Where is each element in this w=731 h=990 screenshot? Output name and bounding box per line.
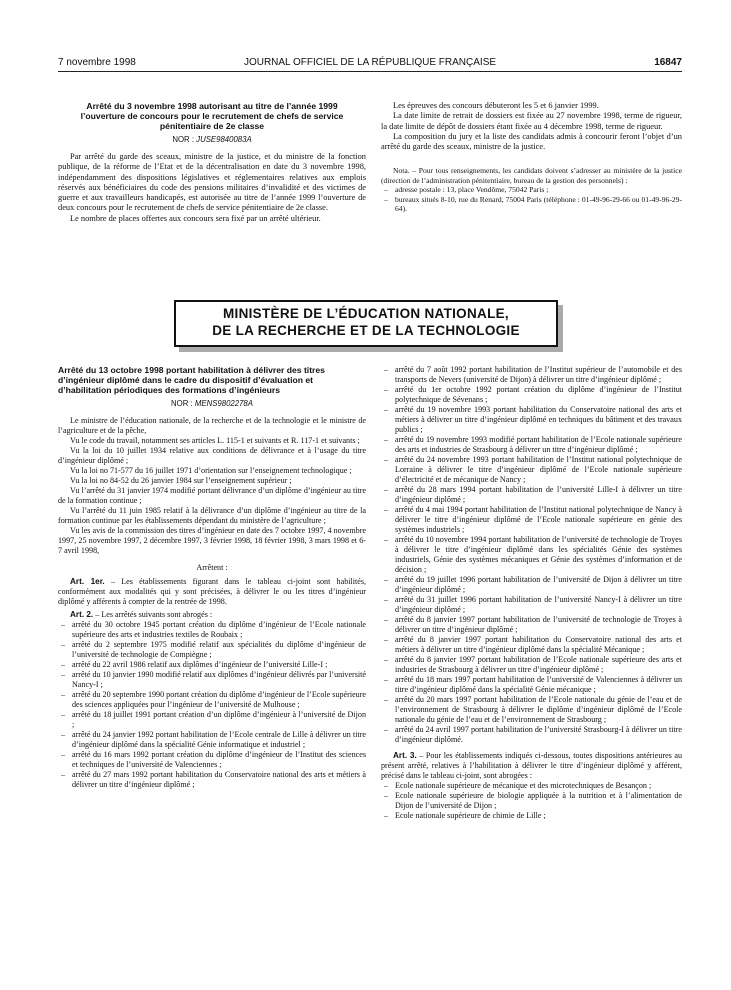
list-item: – Ecole nationale supérieure de mécanique et des microtechniques de Besançon ;	[381, 781, 682, 791]
list-item: – arrêté du 28 mars 1994 portant habilitation de l’université Lille-I à délivrer un titre d’ingénieur diplômé ;	[381, 485, 682, 505]
arrete2-right-column	[381, 365, 682, 821]
ministry-heading-line: DE LA RECHERCHE ET DE LA TECHNOLOGIE	[212, 323, 520, 338]
list-item: – Ecole nationale supérieure de chimie de Lille ;	[381, 811, 682, 821]
visa: Vu le code du travail, notamment ses articles L. 115-1 et suivants et R. 117-1 et suivants ;	[70, 435, 360, 445]
article-1	[58, 577, 366, 607]
arrete1-paragraph: Par arrêté du garde des sceaux, ministre de la justice, et du ministre de la fonction publique, de la réforme de l’Etat et de la décentralisation en date du 3 novembre 1998, indépendamment des dispositions législatives et réglementaires relatives aux emplois réservés aux bénéficiaires du code des pensions militaires d’invalidité et des victimes de guerre et aux travailleurs handicapés, est autorisée au titre de l’année 1999 l’ouverture de deux concours pour le recrutement de chefs de service pénitentiaire de 2e classe.	[58, 151, 366, 213]
arrete1-paragraph: Le nombre de places offertes aux concours sera fixé par un arrêté ultérieur.	[70, 213, 321, 223]
list-item: – arrêté du 2 septembre 1975 modifié relatif aux spécialités du diplôme d’ingénieur de l’université de technologie de Compiègne ;	[58, 640, 366, 660]
arrete1-paragraph: La date limite de retrait de dossiers est fixée au 27 novembre 1998, terme de rigueur, la date limite de dépôt de dossiers étant fixée au 4 décembre 1998, terme de rigueur.	[381, 111, 682, 131]
article-label: Art. 3.	[393, 751, 417, 760]
visa: Vu la loi no 71-577 du 16 juillet 1971 d’orientation sur l’enseignement technologique ;	[70, 465, 352, 475]
list-item: – arrêté du 19 novembre 1993 portant habilitation du Conservatoire national des arts et métiers à délivrer un titre d’ingénieur diplômé en techniques du bâtiment et des travaux publics ;	[381, 405, 682, 435]
article-2	[58, 610, 366, 620]
list-item: – arrêté du 22 avril 1986 relatif aux diplômes d’ingénieur de l’université Lille-I ;	[58, 660, 366, 670]
arrete1-nor	[58, 135, 366, 145]
nor-code: JUSE9840083A	[196, 134, 252, 144]
nor-label: NOR :	[171, 398, 193, 408]
list-item: – arrêté du 8 janvier 1997 portant habilitation du Conservatoire national des arts et métiers à délivrer un titre d’ingénieur diplômé dans la spécialité Mécanique ;	[381, 635, 682, 655]
visa: Vu l’arrêté du 31 janvier 1974 modifié portant délivrance d’un diplôme d’ingénieur au titre de la formation continue ;	[58, 485, 366, 505]
abrogated-list-right	[381, 365, 682, 745]
article-text: – Les arrêtés suivants sont abrogés :	[93, 609, 213, 619]
visa: Vu la loi du 10 juillet 1934 relative aux conditions de délivrance et à l’usage du titre d’ingénieur diplômé ;	[58, 445, 366, 465]
ministry-heading-line: MINISTÈRE DE L’ÉDUCATION NATIONALE,	[222, 306, 509, 321]
list-item: – arrêté du 20 septembre 1990 portant création du diplôme d’ingénieur de l’Ecole supérieure des sciences appliquées pour l’ingénieur de l’université de Mulhouse ;	[58, 690, 366, 710]
header-page-number: 16847	[654, 57, 682, 68]
nor-label: NOR :	[172, 134, 194, 144]
list-item: – arrêté du 18 mars 1997 portant habilitation de l’université de Valenciennes à délivrer un titre d’ingénieur diplômé dans la spécialité Génie mécanique ;	[381, 675, 682, 695]
header-journal-title: JOURNAL OFFICIEL DE LA RÉPUBLIQUE FRANÇAISE	[243, 57, 497, 68]
list-item: – arrêté du 1er octobre 1992 portant création du diplôme d’ingénieur de l’Institut polytechnique de Sévenans ;	[381, 385, 682, 405]
arrete2-title: Arrêté du 13 octobre 1998 portant habilitation à délivrer des titres d’ingénieur diplômé dans le cadre du dispositif d’évaluation et d’habilitation périodiques des formations d’ingénieurs	[58, 365, 325, 396]
page-header	[58, 55, 682, 72]
arrete1-left-column	[58, 101, 366, 224]
arrete1-paragraph: Les épreuves des concours débuteront les 5 et 6 janvier 1999.	[393, 101, 599, 110]
list-item: – arrêté du 18 juillet 1991 portant création d’un diplôme d’ingénieur à l’université de Dijon ;	[58, 710, 366, 730]
list-item: – arrêté du 19 novembre 1993 modifié portant habilitation de l’Ecole nationale supérieure des arts et industries de Strasbourg à délivrer un titre d’ingénieur diplômé ;	[381, 435, 682, 455]
list-item: – arrêté du 30 octobre 1945 portant création du diplôme d’ingénieur de l’Ecole nationale supérieure des arts et industries textiles de Roubaix ;	[58, 620, 366, 640]
arrete1-note	[381, 166, 682, 213]
arrete2-nor	[58, 399, 366, 409]
visa: Vu les avis de la commission des titres d’ingénieur en date des 7 octobre 1997, 4 novembre 1997, 25 novembre 1997, 2 décembre 1997, 3 février 1998, 18 février 1998, 3 mars 1998 et 6-7 avril 1998,	[58, 525, 366, 555]
list-item: – arrêté du 24 avril 1997 portant habilitation de l’université Strasbourg-I à délivrer un titre d’ingénieur diplômé.	[381, 725, 682, 745]
list-item: – arrêté du 24 janvier 1992 portant habilitation de l’Ecole centrale de Lille à délivrer un titre d’ingénieur diplômé dans la spécialité Génie informatique et industriel ;	[58, 730, 366, 750]
visa: Vu la loi no 84-52 du 26 janvier 1984 sur l’enseignement supérieur ;	[70, 475, 292, 485]
article-label: Art. 2.	[70, 609, 94, 619]
note-list	[381, 185, 682, 213]
list-item: – arrêté du 8 janvier 1997 portant habilitation de l’Ecole nationale supérieure des arts et industries de Strasbourg à délivrer un titre d’ingénieur diplômé ;	[381, 655, 682, 675]
list-item: – arrêté du 8 janvier 1997 portant habilitation de l’université de technologie de Troyes à délivrer un titre d’ingénieur diplômé ;	[381, 615, 682, 635]
list-item: – arrêté du 4 mai 1994 portant habilitation de l’Institut national polytechnique de Nancy à délivrer le titre d’ingénieur diplômé de l’Ecole nationale supérieure en génie des systèmes industriels ;	[381, 505, 682, 535]
list-item: – arrêté du 10 janvier 1990 modifié relatif aux diplômes d’ingénieur délivrés par l’université Nancy-I ;	[58, 670, 366, 690]
list-item: – arrêté du 24 novembre 1993 portant habilitation de l’Institut national polytechnique de Lorraine à délivrer le titre d’ingénieur diplômé de l’Ecole nationale supérieure d’électricité et de mécanique de Nancy ;	[381, 455, 682, 485]
arretent-heading: Arrêtent :	[196, 562, 228, 572]
article-text: – Les établissements figurant dans le tableau ci-joint sont habilités, conformément aux modalités qui y sont précisées, à délivrer le ou les titres d’ingénieur diplômé y afférents à compter de la rentrée de 1998.	[58, 576, 367, 606]
visa: Le ministre de l’éducation nationale, de la recherche et de la technologie et le ministre de l’agriculture et de la pêche,	[58, 415, 366, 435]
abrogated-list-left	[58, 620, 366, 790]
visa: Vu l’arrêté du 11 juin 1985 relatif à la délivrance d’un diplôme d’ingénieur au titre de la formation continue par les établissements dépendant du ministère de l’agriculture ;	[58, 505, 366, 525]
arrete2-left-column	[58, 365, 366, 790]
list-item: – arrêté du 27 mars 1992 portant habilitation du Conservatoire national des arts et métiers à délivrer un titre d’ingénieur diplômé ;	[58, 770, 366, 790]
note-item: – bureaux situés 8-10, rue du Renard, 75004 Paris (téléphone : 01-49-96-29-66 ou 01-49-96-29-64).	[381, 195, 682, 214]
arrete1-title: Arrêté du 3 novembre 1998 autorisant au titre de l’année 1999 l’ouverture de concours pour le recrutement de chefs de service pénitentiaire de 2e classe	[80, 101, 344, 132]
header-date: 7 novembre 1998	[58, 57, 136, 68]
nor-code: MENS9802278A	[194, 398, 253, 408]
ministry-heading-box	[174, 300, 558, 347]
article-label: Art. 1er.	[70, 576, 105, 586]
article-text: – Pour les établissements indiqués ci-dessous, toutes dispositions antérieures au présent arrêté, relatives à l’habilitation à délivrer le titre d’ingénieur diplômé y afférent, précisé dans le tableau ci-joint, sont abrogées :	[381, 751, 682, 780]
list-item: – arrêté du 19 juillet 1996 portant habilitation de l’université de Dijon à délivrer un titre d’ingénieur diplômé ;	[381, 575, 682, 595]
list-item: – arrêté du 16 mars 1992 portant création du diplôme d’ingénieur de l’Institut des sciences et techniques de l’université de Valenciennes ;	[58, 750, 366, 770]
list-item: – Ecole nationale supérieure de biologie appliquée à la nutrition et à l’alimentation de Dijon de l’université de Dijon ;	[381, 791, 682, 811]
list-item: – arrêté du 7 août 1992 portant habilitation de l’Institut supérieur de l’automobile et des transports de Nevers (université de Dijon) à délivrer un titre d’ingénieur diplômé ;	[381, 365, 682, 385]
list-item: – arrêté du 20 mars 1997 portant habilitation de l’Ecole nationale du génie de l’eau et de l’environnement de Strasbourg à délivrer le diplôme d’ingénieur diplômé de l’Ecole nationale du génie de l’eau et de l’environnement de Strasbourg ;	[381, 695, 682, 725]
establishment-list	[381, 781, 682, 821]
arrete1-right-column	[381, 101, 682, 214]
article-3	[381, 751, 682, 781]
list-item: – arrêté du 10 novembre 1994 portant habilitation de l’université de technologie de Troyes à délivrer le titre d’ingénieur diplômé dans les spécialités Génie des systèmes industriels, Génie des systèmes mécaniques et Génie des systèmes d’information et de décision ;	[381, 535, 682, 575]
list-item: – arrêté du 31 juillet 1996 portant habilitation de l’université Nancy-I à délivrer un titre d’ingénieur diplômé ;	[381, 595, 682, 615]
note-intro: Nota. – Pour tous renseignements, les candidats doivent s’adresser au ministère de la justice (direction de l’administration pénitentiaire, bureau de la gestion des personnels) :	[381, 166, 682, 185]
arrete1-paragraph: La composition du jury et la liste des candidats admis à concourir feront l’objet d’un arrêté du garde des sceaux, ministre de la justice.	[381, 131, 682, 152]
note-item: – adresse postale : 13, place Vendôme, 75042 Paris ;	[381, 185, 682, 194]
